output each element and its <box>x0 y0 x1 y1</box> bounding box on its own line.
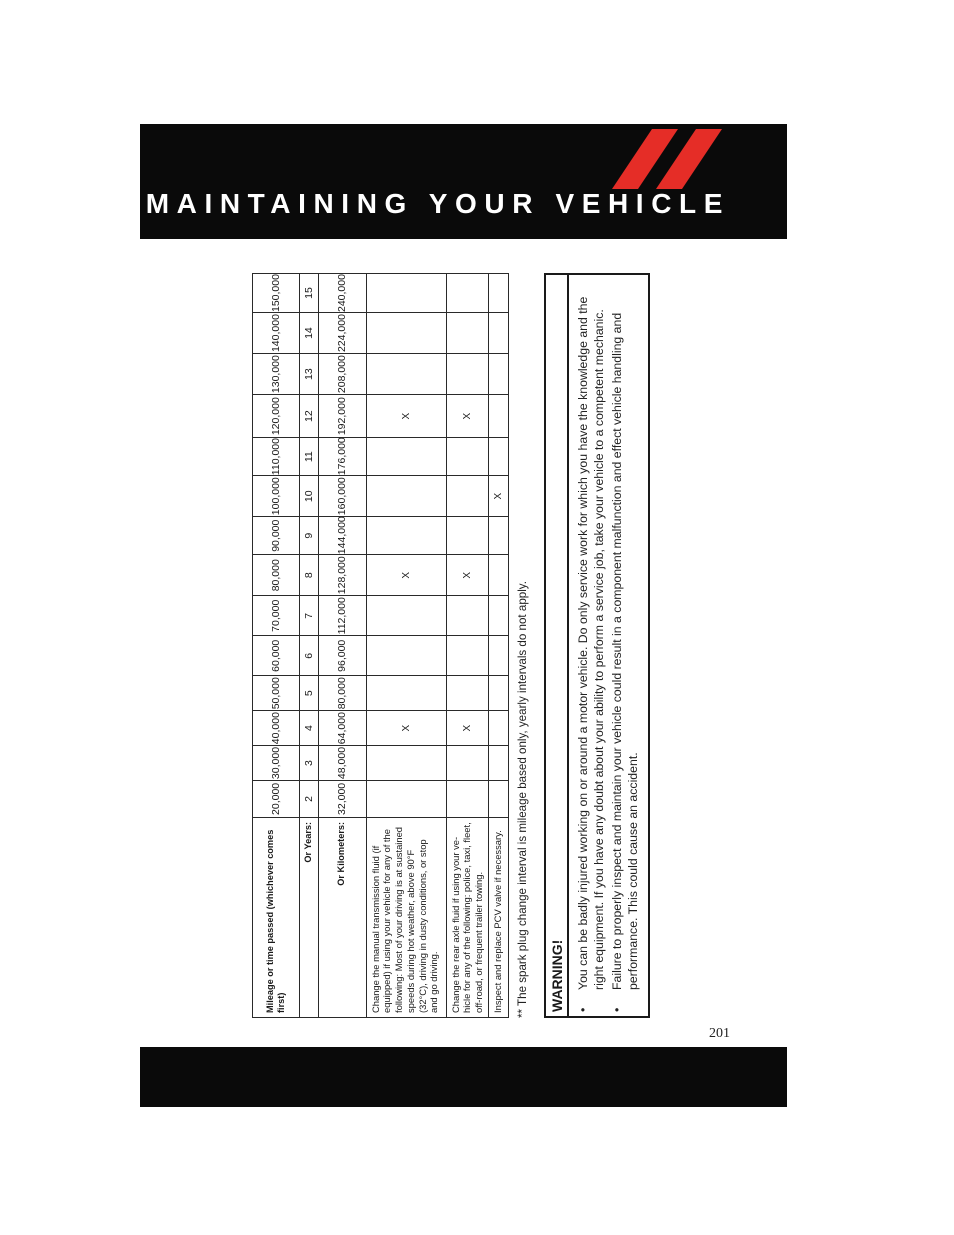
service-mark-cell <box>446 476 488 517</box>
service-mark-cell <box>446 354 488 395</box>
service-mark-cell <box>488 746 508 781</box>
service-mark-cell <box>488 555 508 596</box>
service-mark-cell <box>366 780 446 817</box>
service-mark-cell <box>446 313 488 354</box>
years-cell: 11 <box>300 438 319 476</box>
years-cell: 2 <box>300 780 319 817</box>
service-mark-cell <box>488 438 508 476</box>
years-cell: 8 <box>300 555 319 596</box>
mileage-row <box>253 274 300 1018</box>
kilometers-cell: 96,000 <box>318 636 366 676</box>
spark-plug-note: ** The spark plug change interval is mileage based only, yearly intervals do not apply. <box>516 581 529 1018</box>
mileage-cell: 150,000 <box>253 274 300 313</box>
warning-title: WARNING! <box>546 275 569 1016</box>
brand-stripes-icon <box>612 129 722 189</box>
years-row-label: Or Years: <box>300 817 319 1017</box>
years-cell: 14 <box>300 313 319 354</box>
service-row <box>488 274 508 1018</box>
mileage-cell: 120,000 <box>253 395 300 438</box>
years-cell: 4 <box>300 711 319 746</box>
mileage-cell: 110,000 <box>253 438 300 476</box>
mileage-cell: 70,000 <box>253 596 300 636</box>
service-mark-cell <box>488 395 508 438</box>
service-mark-cell <box>488 676 508 711</box>
service-mark-cell: X <box>366 711 446 746</box>
service-mark-cell <box>446 274 488 313</box>
service-mark-cell <box>488 780 508 817</box>
service-mark-cell <box>446 438 488 476</box>
service-mark-cell <box>446 517 488 555</box>
service-mark-cell <box>366 354 446 395</box>
mileage-cell: 40,000 <box>253 711 300 746</box>
service-mark-cell <box>366 746 446 781</box>
mileage-cell: 130,000 <box>253 354 300 395</box>
service-mark-cell <box>366 476 446 517</box>
service-mark-cell <box>366 313 446 354</box>
service-mark-cell: X <box>446 711 488 746</box>
service-mark-cell <box>488 354 508 395</box>
mileage-cell: 140,000 <box>253 313 300 354</box>
kilometers-cell: 240,000 <box>318 274 366 313</box>
service-mark-cell <box>366 596 446 636</box>
warning-item: • Failure to properly inspect and maintain your vehicle could result in a component malfunction and effect vehicle handling and performance. This could cause an accident. <box>609 283 642 990</box>
service-mark-cell <box>488 596 508 636</box>
kilometers-cell: 192,000 <box>318 395 366 438</box>
years-cell: 9 <box>300 517 319 555</box>
kilometers-cell: 224,000 <box>318 313 366 354</box>
warning-list <box>575 275 641 1016</box>
kilometers-cell: 176,000 <box>318 438 366 476</box>
service-mark-cell: X <box>446 555 488 596</box>
mileage-cell: 90,000 <box>253 517 300 555</box>
service-mark-cell <box>488 636 508 676</box>
mileage-cell: 100,000 <box>253 476 300 517</box>
kilometers-cell: 208,000 <box>318 354 366 395</box>
years-cell: 3 <box>300 746 319 781</box>
kilometers-cell: 160,000 <box>318 476 366 517</box>
warning-box <box>544 273 650 1018</box>
service-mark-cell: X <box>366 395 446 438</box>
service-mark-cell <box>366 517 446 555</box>
kilometers-cell: 32,000 <box>318 780 366 817</box>
kilometers-cell: 64,000 <box>318 711 366 746</box>
mileage-cell: 20,000 <box>253 780 300 817</box>
service-mark-cell <box>366 274 446 313</box>
rotated-content <box>252 273 652 1018</box>
mileage-row-label: Mileage or time passed (whichever comes first) <box>253 817 300 1017</box>
service-mark-cell <box>488 313 508 354</box>
service-mark-cell <box>366 636 446 676</box>
mileage-cell: 80,000 <box>253 555 300 596</box>
service-description: Change the manual transmission fluid (if equipped) if using your vehicle for any of the following: Most of your driving is at sustained speeds during hot weather, above 90°F (32°C), driving in dusty conditions, or stop and go driving. <box>366 817 446 1017</box>
service-mark-cell <box>488 517 508 555</box>
years-cell: 10 <box>300 476 319 517</box>
kilometers-cell: 48,000 <box>318 746 366 781</box>
service-description: Change the rear axle fluid if using your ve-hicle for any of the following: police, taxi, fleet, off-road, or frequent trailer towing. <box>446 817 488 1017</box>
service-mark-cell <box>366 438 446 476</box>
years-cell: 13 <box>300 354 319 395</box>
service-mark-cell: X <box>446 395 488 438</box>
header-band <box>140 124 787 239</box>
service-mark-cell <box>446 636 488 676</box>
service-mark-cell <box>446 676 488 711</box>
years-cell: 15 <box>300 274 319 313</box>
maintenance-schedule-table <box>252 273 509 1018</box>
kilometers-cell: 112,000 <box>318 596 366 636</box>
service-mark-cell <box>446 746 488 781</box>
kilometers-row-label: Or Kilometers: <box>318 817 366 1017</box>
mileage-cell: 60,000 <box>253 636 300 676</box>
kilometers-row <box>318 274 366 1018</box>
mileage-cell: 30,000 <box>253 746 300 781</box>
service-mark-cell: X <box>366 555 446 596</box>
years-cell: 5 <box>300 676 319 711</box>
years-cell: 7 <box>300 596 319 636</box>
years-cell: 6 <box>300 636 319 676</box>
mileage-cell: 50,000 <box>253 676 300 711</box>
footer-band <box>140 1047 787 1107</box>
service-mark-cell <box>446 780 488 817</box>
service-description: Inspect and replace PCV valve if necessary. <box>488 817 508 1017</box>
kilometers-cell: 128,000 <box>318 555 366 596</box>
years-cell: 12 <box>300 395 319 438</box>
service-mark-cell <box>488 711 508 746</box>
years-row <box>300 274 319 1018</box>
service-mark-cell <box>366 676 446 711</box>
page-title: MAINTAINING YOUR VEHICLE <box>145 188 730 219</box>
service-mark-cell <box>446 596 488 636</box>
service-row <box>366 274 446 1018</box>
service-row <box>446 274 488 1018</box>
warning-item: • You can be badly injured working on or around a motor vehicle. Do only service work for which you have the knowledge and the right equipment. If you have any doubt about your ability to perform a service job, take your vehicle to a competent mechanic. <box>575 283 608 990</box>
kilometers-cell: 80,000 <box>318 676 366 711</box>
page-number: 201 <box>709 1026 730 1041</box>
kilometers-cell: 144,000 <box>318 517 366 555</box>
service-mark-cell: X <box>488 476 508 517</box>
service-mark-cell <box>488 274 508 313</box>
